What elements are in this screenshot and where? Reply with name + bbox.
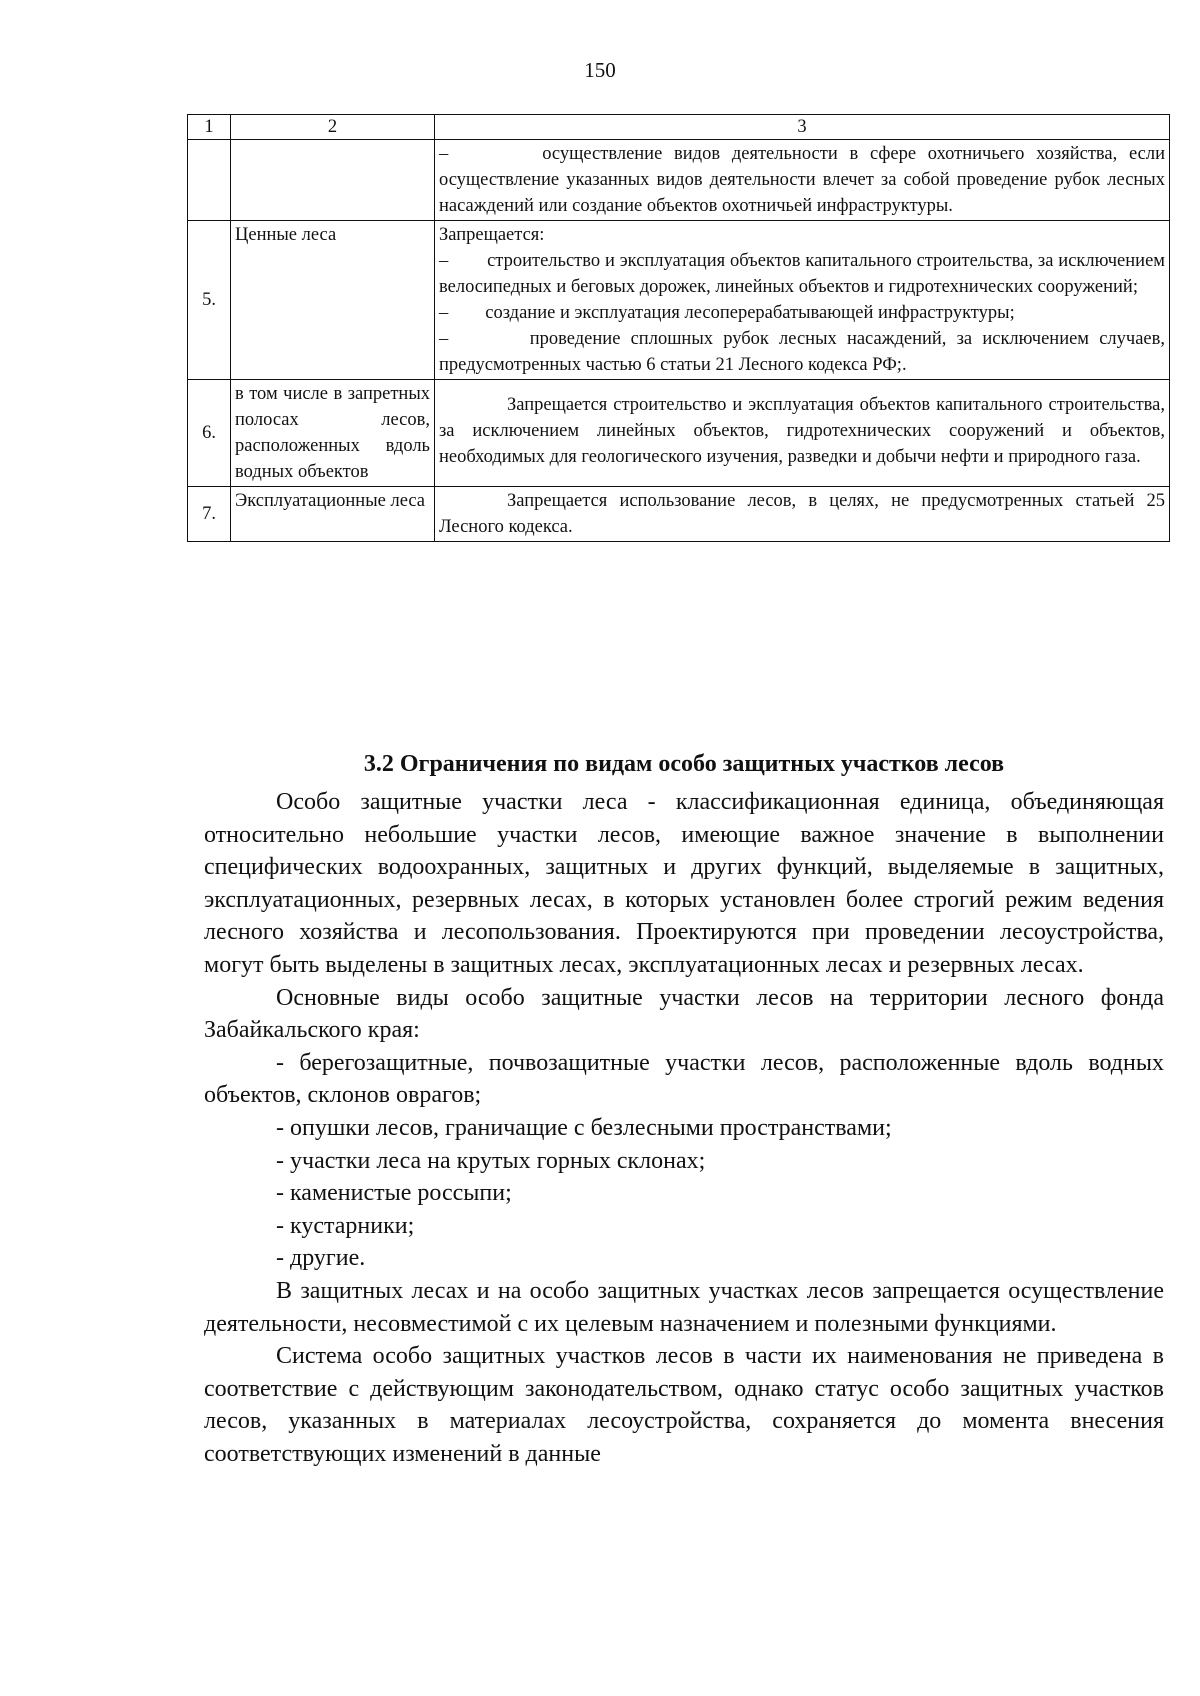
list-item: - опушки лесов, граничащие с безлесными пространствами; xyxy=(276,1114,892,1141)
table-row xyxy=(188,380,1170,487)
header-cell: 2 xyxy=(231,115,435,140)
list-item: - каменистые россыпи; xyxy=(276,1180,512,1207)
list-item: - другие. xyxy=(276,1245,366,1272)
row-item: – проведение сплошных рубок лесных насаждений, за исключением случаев, предусмотренных частью 6 статьи 21 Лесного кодекса РФ;. xyxy=(439,329,1170,375)
section-3-2 xyxy=(204,748,1164,1470)
list-item: - берегозащитные, почвозащитные участки лесов, расположенные вдоль водных объектов, склонов оврагов; xyxy=(204,1049,1164,1109)
page-number: 150 xyxy=(584,58,616,82)
table-header-row xyxy=(188,115,1170,140)
row-number: 7. xyxy=(188,487,231,542)
row-content xyxy=(435,221,1170,380)
list-item: - участки леса на крутых горных склонах; xyxy=(276,1147,706,1174)
table-row xyxy=(188,140,1170,221)
paragraph: Особо защитные участки леса - классификационная единица, объединяющая относительно небольшие участки лесов, имеющие важное значение в выполнении специфических водоохранных, защитных и других функций, выделяемые в защитных, эксплуатационных, резервных лесах, в которых установлен более строгий режим ведения лесного хозяйства и лесопользования. Проектируются при проведении лесоустройства, могут быть выделены в защитных лесах, эксплуатационных лесах и резервных лесах. xyxy=(204,789,1164,978)
row-content: Запрещается использование лесов, в целях, не предусмотренных статьей 25 Лесного кодекса. xyxy=(435,487,1170,542)
paragraph: В защитных лесах и на особо защитных участках лесов запрещается осуществление деятельности, несовместимой с их целевым назначением и полезными функциями. xyxy=(204,1277,1164,1337)
row-name: в том числе в запретных полосах лесов, расположенных вдоль водных объектов xyxy=(231,380,435,487)
row-name: Ценные леса xyxy=(231,221,435,380)
table-row xyxy=(188,487,1170,542)
row-number: 6. xyxy=(188,380,231,487)
list-item: - кустарники; xyxy=(276,1212,415,1239)
row-item: – создание и эксплуатация лесоперерабатывающей инфраструктуры; xyxy=(439,303,1015,323)
paragraph: Основные виды особо защитные участки лесов на территории лесного фонда Забайкальского края: xyxy=(204,984,1164,1044)
row-name: Эксплуатационные леса xyxy=(231,487,435,542)
section-heading: 3.2 Ограничения по видам особо защитных участков лесов xyxy=(363,751,1005,777)
header-cell: 1 xyxy=(188,115,231,140)
table-row xyxy=(188,221,1170,380)
paragraph: Система особо защитных участков лесов в части их наименования не приведена в соответствие с действующим законодательством, однако статус особо защитных участков лесов, указанных в материалах лесоустройства, сохраняется до момента внесения соответствующих изменений в данные xyxy=(204,1343,1164,1467)
row-number: 5. xyxy=(188,221,231,380)
continuation-text: – осуществление видов деятельности в сфере охотничьего хозяйства, если осуществление указанных видов деятельности влечет за собой проведение рубок лесных насаждений или создание объектов охотничьей инфраструктуры. xyxy=(435,140,1170,221)
restrictions-table xyxy=(187,114,1169,542)
row-intro: Запрещается: xyxy=(439,225,545,245)
row-item: – строительство и эксплуатация объектов капитального строительства, за исключением велосипедных и беговых дорожек, линейных объектов и гидротехнических сооружений; xyxy=(439,251,1170,297)
header-cell: 3 xyxy=(435,115,1170,140)
row-content: Запрещается строительство и эксплуатация объектов капитального строительства, за исключением линейных объектов, гидротехнических сооружений и объектов, необходимых для геологического изучения, разведки и добычи нефти и природного газа. xyxy=(435,380,1170,487)
